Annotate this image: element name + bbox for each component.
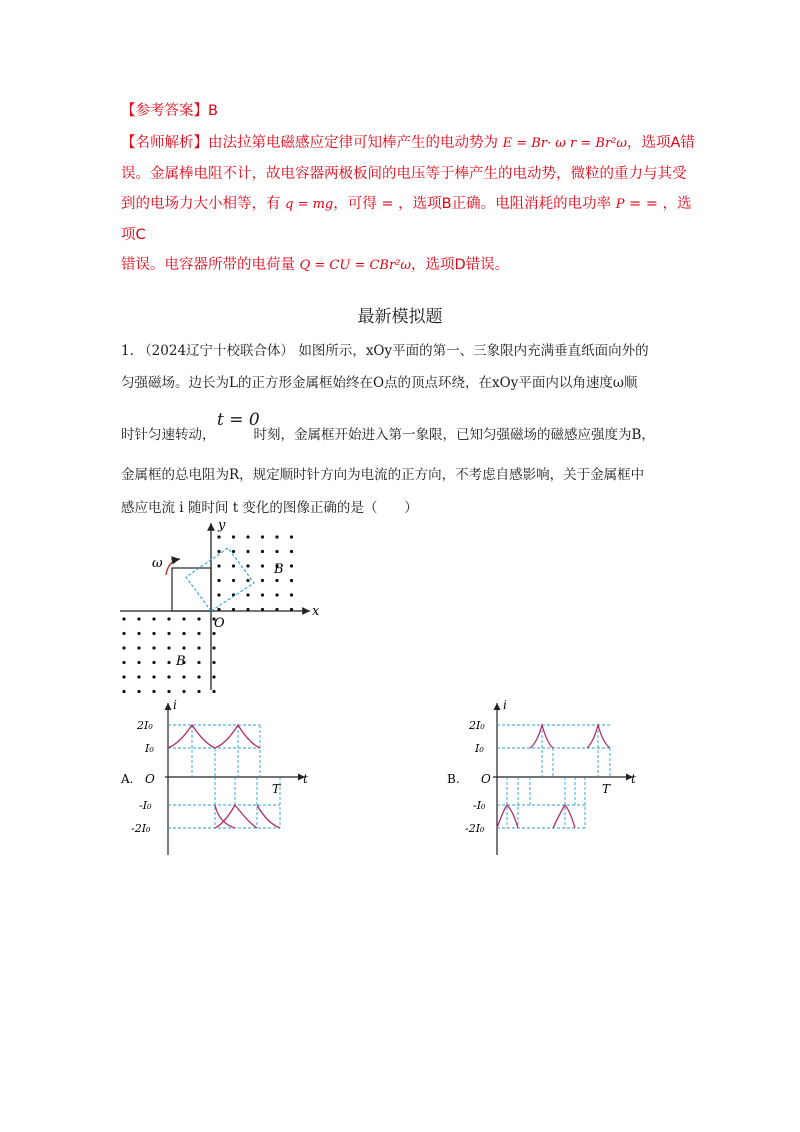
t-zero: t = 0: [217, 410, 260, 430]
field-dot: [275, 535, 278, 538]
question-text: 时刻，金属框开始进入第一象限，已知匀强磁场的磁感应强度为B，: [253, 427, 655, 443]
field-dot: [290, 564, 293, 567]
field-dot: [137, 675, 140, 678]
field-dots-bottom: [122, 617, 215, 693]
field-dot: [182, 690, 185, 693]
field-diagram: [110, 515, 340, 700]
field-dot: [182, 675, 185, 678]
field-dot: [197, 646, 200, 649]
field-dot: [152, 632, 155, 635]
origin-label: O: [481, 772, 491, 786]
field-dot: [137, 646, 140, 649]
field-dot: [152, 617, 155, 620]
origin-label: O: [214, 616, 225, 631]
analysis-line-2: 误。金属棒电阻不计，故电容器两极板间的电压等于棒产生的电动势，微粒的重力与其受: [121, 166, 687, 182]
t-label: t: [303, 772, 308, 786]
field-dot: [167, 646, 170, 649]
field-dot: [212, 690, 215, 693]
origin-label: O: [145, 772, 155, 786]
field-dot: [246, 579, 249, 582]
omega-label: ω: [152, 556, 163, 571]
field-dot: [217, 593, 220, 596]
field-dot: [290, 550, 293, 553]
tick-i0: I₀: [475, 742, 484, 755]
question-line-4: 金属框的总电阻为R，规定顺时针方向为电流的正方向，不考虑自感影响，关于金属框中: [121, 467, 645, 483]
field-dot: [246, 550, 249, 553]
field-dot: [122, 617, 125, 620]
analysis-text: = = ，选项C: [121, 196, 692, 243]
option-label: B.: [447, 772, 460, 786]
field-dot: [217, 579, 220, 582]
field-dot: [122, 632, 125, 635]
field-dot: [167, 632, 170, 635]
field-dot: [246, 593, 249, 596]
graph-option-a: [115, 695, 315, 860]
field-dot: [167, 690, 170, 693]
rotation-arrow: [166, 559, 180, 575]
section-title: 最新模拟题: [357, 307, 443, 327]
analysis-text: ，选项A错: [626, 135, 695, 151]
field-dot: [275, 550, 278, 553]
field-dot: [122, 675, 125, 678]
field-dot: [137, 661, 140, 664]
analysis-text: 错误。电容器所带的电荷量: [121, 257, 300, 273]
field-dot: [167, 675, 170, 678]
field-dot: [275, 593, 278, 596]
tick-neg-2i0: -2I₀: [131, 822, 151, 835]
field-dot: [212, 632, 215, 635]
field-dot: [212, 661, 215, 664]
analysis-text: 到的电场力大小相等，有: [121, 196, 286, 212]
field-dot: [232, 535, 235, 538]
field-dot: [232, 564, 235, 567]
field-dot: [197, 632, 200, 635]
analysis-text: ，选项D错误。: [411, 257, 510, 273]
field-dot: [217, 564, 220, 567]
t-label: t: [631, 772, 636, 786]
period-label: T: [272, 782, 281, 796]
formula-charge: Q = CU = CBr²ω: [299, 258, 412, 273]
question-line-1: 1. （2024辽宁十校联合体） 如图所示，xOy平面的第一、三象限内充满垂直纸面向外的: [121, 343, 649, 359]
field-dot: [246, 564, 249, 567]
field-dot: [261, 550, 264, 553]
question-text: 时针匀速转动，: [121, 427, 216, 443]
field-label-top: B: [274, 562, 284, 577]
analysis-label: 【名师解析】: [121, 135, 208, 151]
field-dot: [275, 579, 278, 582]
analysis-text: 由法拉第电磁感应定律可知棒产生的电动势为: [208, 135, 503, 151]
field-dot: [217, 550, 220, 553]
metal-frame: [172, 568, 211, 611]
formula-emf: E = Br· ω r = Br²ω: [502, 136, 627, 151]
field-dot: [261, 564, 264, 567]
field-dot: [122, 646, 125, 649]
field-dot: [152, 675, 155, 678]
field-dot: [290, 579, 293, 582]
tick-neg-i0: -I₀: [139, 799, 152, 812]
field-dot: [246, 535, 249, 538]
i-label: i: [503, 698, 507, 712]
question-line-2: 匀强磁场。边长为L的正方形金属框始终在O点的顶点环绕，在xOy平面内以角速度ω顺: [121, 375, 638, 391]
field-dot: [167, 661, 170, 664]
field-dot: [217, 535, 220, 538]
field-dot: [152, 646, 155, 649]
field-dot: [232, 579, 235, 582]
graph-option-b: [445, 695, 645, 860]
tick-neg-i0: -I₀: [473, 799, 486, 812]
tick-2i0: 2I₀: [137, 719, 153, 732]
x-axis-label: x: [312, 604, 320, 619]
field-dot: [197, 690, 200, 693]
tick-i0: I₀: [145, 742, 154, 755]
field-dot: [152, 690, 155, 693]
field-dot: [137, 617, 140, 620]
answer-label: 【参考答案】B: [121, 103, 218, 119]
tick-2i0: 2I₀: [469, 719, 485, 732]
question-line-3: [121, 423, 655, 443]
field-dot: [167, 617, 170, 620]
field-dot: [261, 593, 264, 596]
field-dot: [197, 661, 200, 664]
field-dot: [290, 535, 293, 538]
field-label-bottom: B: [176, 654, 186, 669]
field-dot: [137, 632, 140, 635]
period-label: T: [602, 782, 611, 796]
formula-force: q = mg: [285, 197, 334, 212]
field-dot: [261, 535, 264, 538]
field-dot: [232, 550, 235, 553]
field-dot: [261, 579, 264, 582]
analysis-line-4: [121, 250, 696, 281]
formula-power: P: [615, 197, 625, 212]
i-label: i: [173, 698, 177, 712]
field-dot: [137, 690, 140, 693]
field-dot: [197, 617, 200, 620]
y-axis-label: y: [218, 518, 226, 533]
field-dot: [212, 646, 215, 649]
field-dot: [182, 617, 185, 620]
field-dot: [122, 661, 125, 664]
tick-neg-2i0: -2I₀: [465, 822, 485, 835]
field-dot: [197, 675, 200, 678]
field-dot: [122, 690, 125, 693]
question-line-5: 感应电流 i 随时间 t 变化的图像正确的是（ ）: [121, 500, 418, 516]
field-dot: [182, 632, 185, 635]
analysis-paragraph: [121, 128, 696, 281]
analysis-line-1: [121, 128, 696, 159]
analysis-text: ，可得 = ，选项B正确。电阻消耗的电功率: [333, 196, 616, 212]
field-dot: [212, 675, 215, 678]
field-dot: [290, 593, 293, 596]
field-dot: [152, 661, 155, 664]
option-label: A.: [121, 772, 134, 786]
field-dot: [182, 646, 185, 649]
analysis-line-3: [121, 189, 696, 250]
